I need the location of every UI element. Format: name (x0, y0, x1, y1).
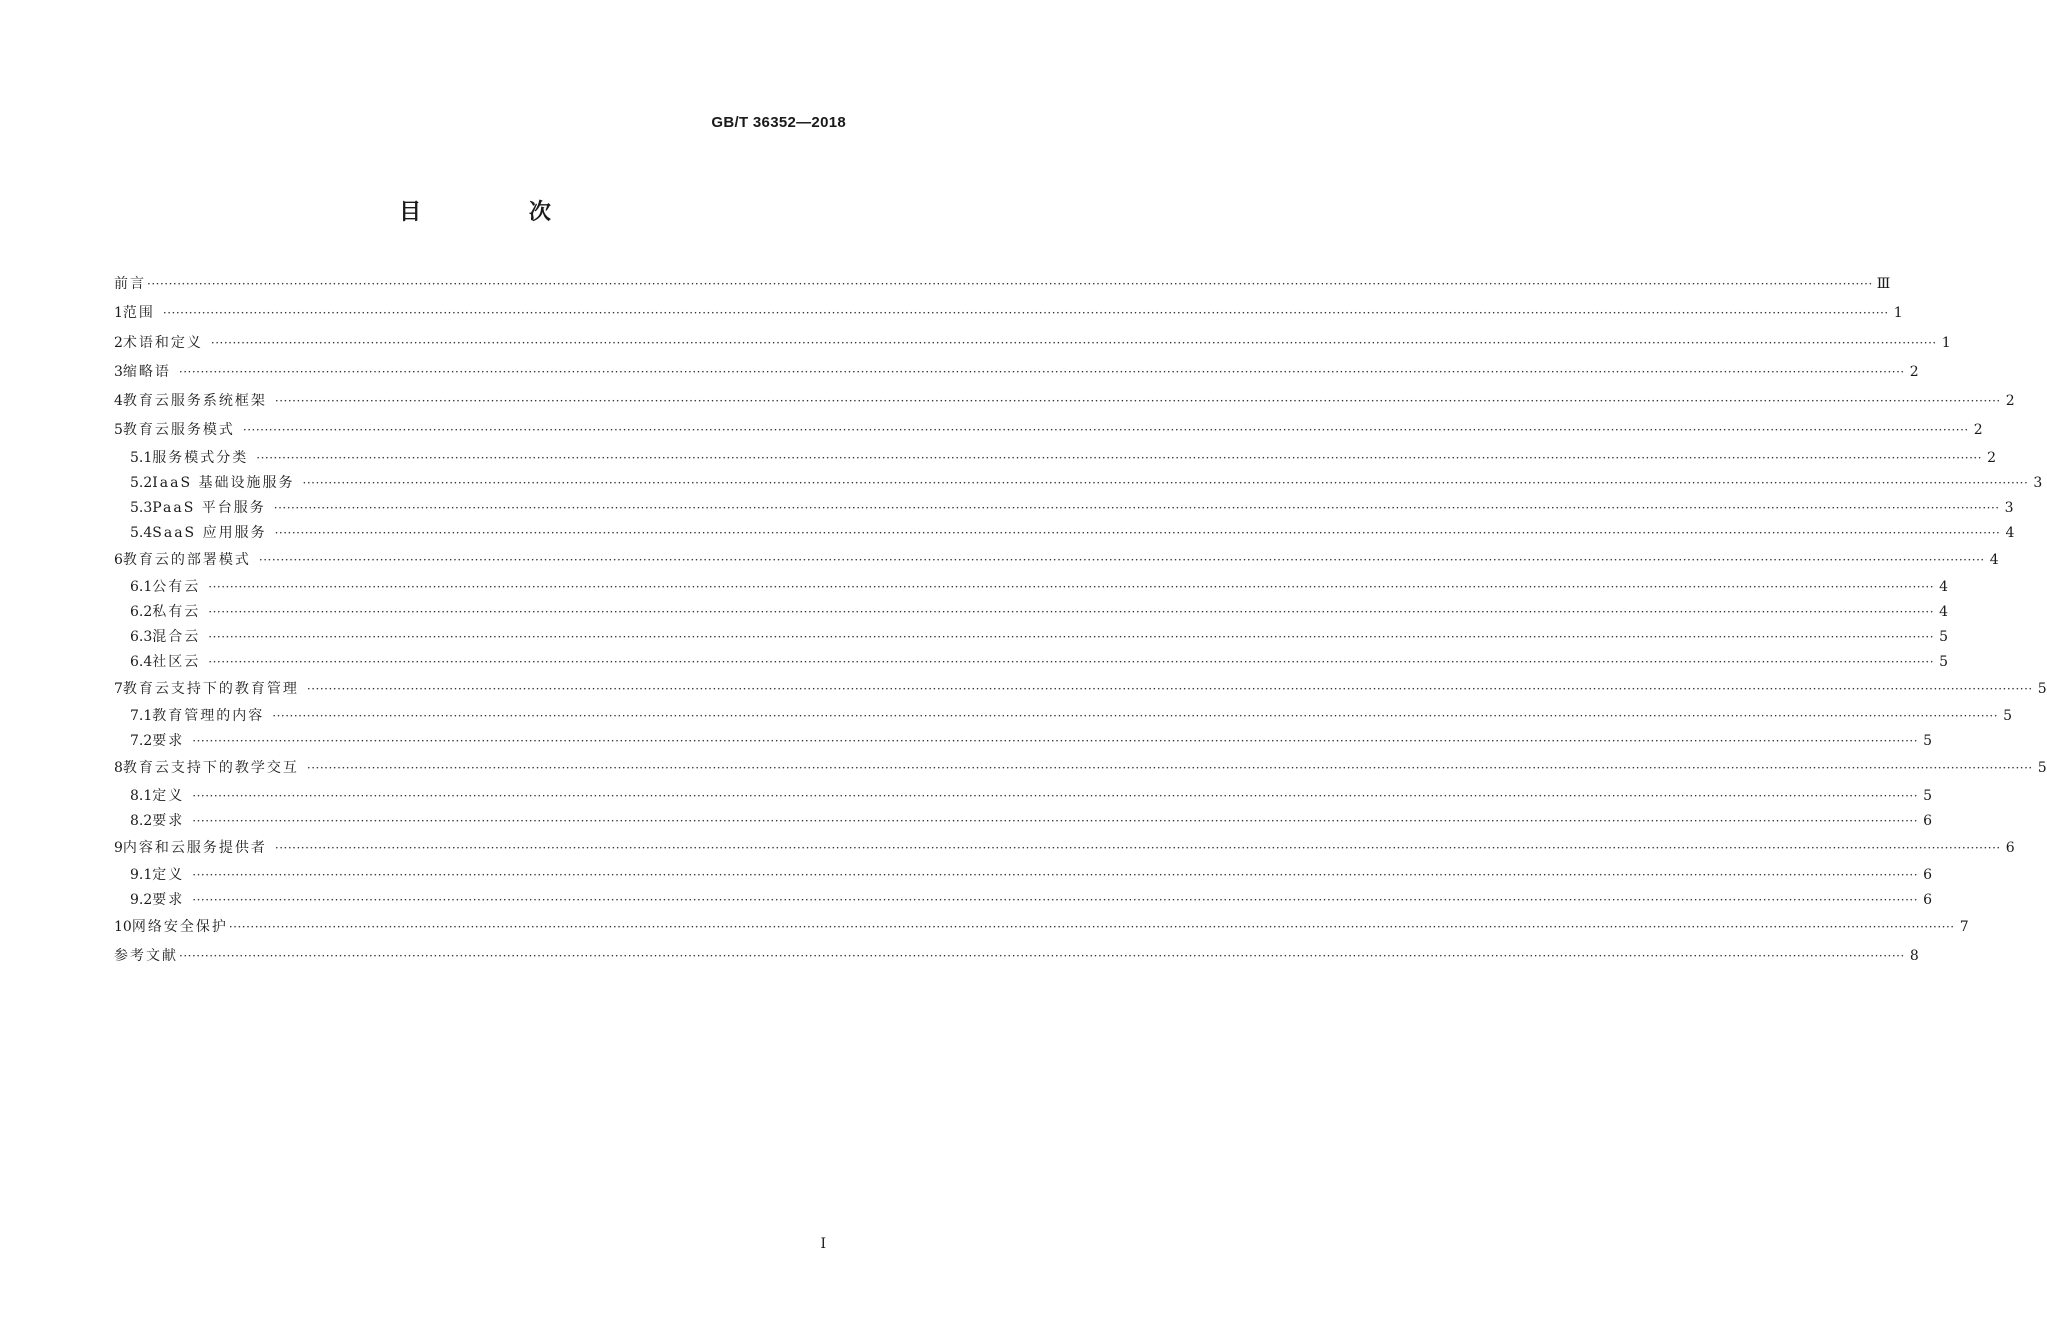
toc-entry-number: 9.2 (130, 891, 153, 908)
toc-entry[interactable] (114, 546, 1999, 575)
toc-entry[interactable] (114, 942, 1919, 971)
toc-entry-title: 社区云 (152, 654, 201, 671)
toc-entry-number: 7 (114, 681, 123, 698)
toc-entry-title: PaaS 平台服务 (152, 499, 266, 516)
dot-leader: ················································································································································································································································································································································································································ (208, 605, 1935, 620)
toc-entry-page: 6 (2005, 839, 2015, 856)
toc-entry-page: 6 (1923, 812, 1933, 829)
toc-entry-page: 6 (1923, 891, 1933, 908)
toc-entry-number: 4 (114, 393, 123, 410)
toc-entry-number: 6.3 (130, 629, 153, 646)
dot-leader: ················································································································································································································································································································································································································ (242, 423, 1969, 438)
toc-entry-title: 缩略语 (122, 363, 171, 380)
toc-entry[interactable] (114, 754, 2047, 783)
toc-entry-title: 要求 (152, 733, 185, 750)
dot-leader: ················································································································································································································································································································································································································ (256, 450, 1983, 465)
toc-entry-number: 6 (114, 551, 123, 568)
toc-entry-number: 6.4 (130, 654, 153, 671)
toc-entry-page: 1 (1893, 305, 1903, 322)
toc-entry[interactable] (114, 888, 1933, 913)
toc-entry-page: 5 (1923, 733, 1933, 750)
toc-entry-page: 5 (1939, 629, 1949, 646)
toc-entry[interactable] (114, 575, 1949, 600)
toc-entry[interactable] (114, 675, 2047, 704)
toc-entry-title: 范围 (122, 305, 155, 322)
dot-leader: ················································································································································································································································································································································································································ (228, 919, 1955, 934)
toc-entry-page: 1 (1941, 334, 1951, 351)
toc-entry[interactable] (114, 521, 2015, 546)
toc-entry-title: 要求 (152, 891, 185, 908)
dot-leader: ················································································································································································································································································································································································································ (192, 734, 1919, 749)
dot-leader: ················································································································································································································································································································································································································ (208, 630, 1935, 645)
toc-entry-title: 定义 (152, 787, 185, 804)
toc-entry-page: 5 (2037, 760, 2047, 777)
toc-entry-title: 前言 (114, 276, 146, 292)
toc-entry-number: 6.2 (130, 604, 153, 621)
toc-entry-page: 5 (1939, 654, 1949, 671)
toc-entry-number: 2 (114, 334, 123, 351)
page-number: I (820, 1236, 826, 1252)
toc-entry-number: 8.2 (130, 812, 153, 829)
toc-entry-page: 2 (1909, 363, 1919, 380)
toc-entry-page: 5 (1923, 787, 1933, 804)
dot-leader: ················································································································································································································································································································································································································ (274, 840, 2001, 855)
dot-leader: ················································································································································································································································································································································································································ (192, 867, 1919, 882)
toc-entry-title: 定义 (152, 866, 185, 883)
toc-entry-title: 内容和云服务提供者 (122, 839, 267, 856)
toc-entry-number: 8 (114, 760, 123, 777)
table-of-contents (114, 270, 2047, 972)
toc-entry[interactable] (114, 809, 1933, 834)
toc-entry[interactable] (114, 446, 1997, 471)
toc-entry-title: 教育云的部署模式 (122, 551, 251, 568)
toc-entry-page: 2 (2005, 393, 2015, 410)
toc-entry-number: 10 (114, 918, 132, 935)
toc-entry-page: 2 (1973, 422, 1983, 439)
toc-entry[interactable] (114, 299, 1903, 328)
toc-entry-page: 4 (1939, 604, 1949, 621)
toc-entry-number: 5.2 (130, 474, 153, 491)
toc-entry-page: 8 (1909, 948, 1919, 965)
toc-entry-page: 5 (2037, 681, 2047, 698)
dot-leader: ················································································································································································································································································································································································································ (192, 788, 1919, 803)
toc-entry-page: Ⅲ (1876, 276, 1891, 292)
toc-entry-number: 7.1 (130, 708, 153, 725)
toc-entry-title: 私有云 (152, 604, 201, 621)
toc-entry[interactable] (114, 650, 1949, 675)
toc-entry-title: 教育云服务模式 (122, 422, 235, 439)
toc-entry[interactable] (114, 704, 2013, 729)
toc-entry-number: 5.4 (130, 524, 153, 541)
toc-entry-page: 3 (2004, 499, 2014, 516)
toc-entry-number: 5 (114, 422, 123, 439)
toc-entry-number: 7.2 (130, 733, 153, 750)
toc-entry-page: 5 (2003, 708, 2013, 725)
toc-entry-title: SaaS 应用服务 (152, 524, 267, 541)
toc-entry-page: 6 (1923, 866, 1933, 883)
toc-entry-page: 3 (2033, 474, 2043, 491)
toc-entry-number: 5.1 (130, 449, 153, 466)
dot-leader: ················································································································································································································································································································································································································ (147, 277, 1873, 291)
dot-leader: ················································································································································································································································································································································································································ (192, 813, 1919, 828)
toc-entry-number: 1 (114, 305, 123, 322)
toc-entry[interactable] (114, 625, 1949, 650)
toc-entry-title: 教育云支持下的教学交互 (122, 760, 299, 777)
dot-leader: ················································································································································································································································································································································································································ (273, 500, 2000, 515)
toc-entry[interactable] (114, 863, 1933, 888)
toc-entry-number: 9.1 (130, 866, 153, 883)
toc-entry-page: 4 (1989, 551, 1999, 568)
toc-entry[interactable] (114, 729, 1933, 754)
toc-entry[interactable] (114, 387, 2015, 416)
dot-leader: ················································································································································································································································································································································································································ (258, 552, 1985, 567)
dot-leader: ················································································································································································································································································································································································································ (178, 364, 1905, 379)
toc-entry-number: 8.1 (130, 787, 153, 804)
toc-entry[interactable] (114, 913, 1969, 942)
toc-entry-number: 6.1 (130, 579, 153, 596)
dot-leader: ················································································································································································································································································································································································································ (274, 525, 2001, 540)
toc-entry-number: 9 (114, 839, 123, 856)
toc-entry[interactable] (114, 329, 1951, 358)
toc-entry-title: 术语和定义 (122, 334, 203, 351)
toc-entry-title: 网络安全保护 (131, 918, 228, 935)
toc-entry-title: 参考文献 (114, 948, 178, 965)
toc-entry-title: 教育云支持下的教育管理 (122, 681, 299, 698)
toc-entry[interactable] (114, 600, 1949, 625)
standard-code: GB/T 36352—2018 (711, 114, 846, 131)
dot-leader: ················································································································································································································································································································································································································ (208, 580, 1935, 595)
toc-entry[interactable] (114, 358, 1919, 387)
toc-entry-number: 3 (114, 363, 123, 380)
toc-entry-title: 教育管理的内容 (152, 708, 265, 725)
dot-leader: ················································································································································································································································································································································································································ (210, 335, 1937, 350)
dot-leader: ················································································································································································································································································································································································································ (306, 682, 2033, 697)
toc-entry-title: 要求 (152, 812, 185, 829)
toc-entry[interactable] (114, 784, 1933, 809)
toc-entry-title: 混合云 (152, 629, 201, 646)
dot-leader: ················································································································································································································································································································································································································ (179, 949, 1905, 964)
dot-leader: ················································································································································································································································································································································································································ (208, 655, 1935, 670)
toc-entry-page: 2 (1987, 449, 1997, 466)
toc-entry[interactable] (114, 834, 2015, 863)
dot-leader: ················································································································································································································································································································································································································ (272, 709, 1999, 724)
dot-leader: ················································································································································································································································································································································································································ (306, 761, 2033, 776)
toc-entry-title: IaaS 基础设施服务 (152, 474, 295, 491)
toc-entry-title: 服务模式分类 (152, 449, 249, 466)
toc-entry-title: 教育云服务系统框架 (122, 393, 267, 410)
dot-leader: ················································································································································································································································································································································································································ (162, 306, 1889, 321)
toc-title: 目 次 (399, 199, 601, 225)
toc-entry-number: 5.3 (130, 499, 153, 516)
toc-entry[interactable] (114, 496, 2014, 521)
toc-entry[interactable] (114, 471, 2043, 496)
dot-leader: ················································································································································································································································································································································································································ (302, 475, 2029, 490)
toc-entry-page: 4 (1939, 579, 1949, 596)
dot-leader: ················································································································································································································································································································································································································ (274, 394, 2001, 409)
toc-entry-page: 7 (1959, 918, 1969, 935)
toc-entry[interactable] (114, 416, 1983, 445)
dot-leader: ················································································································································································································································································································································································································ (192, 892, 1919, 907)
toc-entry-page: 4 (2005, 524, 2015, 541)
toc-entry-title: 公有云 (152, 579, 201, 596)
toc-entry[interactable] (114, 270, 1891, 299)
